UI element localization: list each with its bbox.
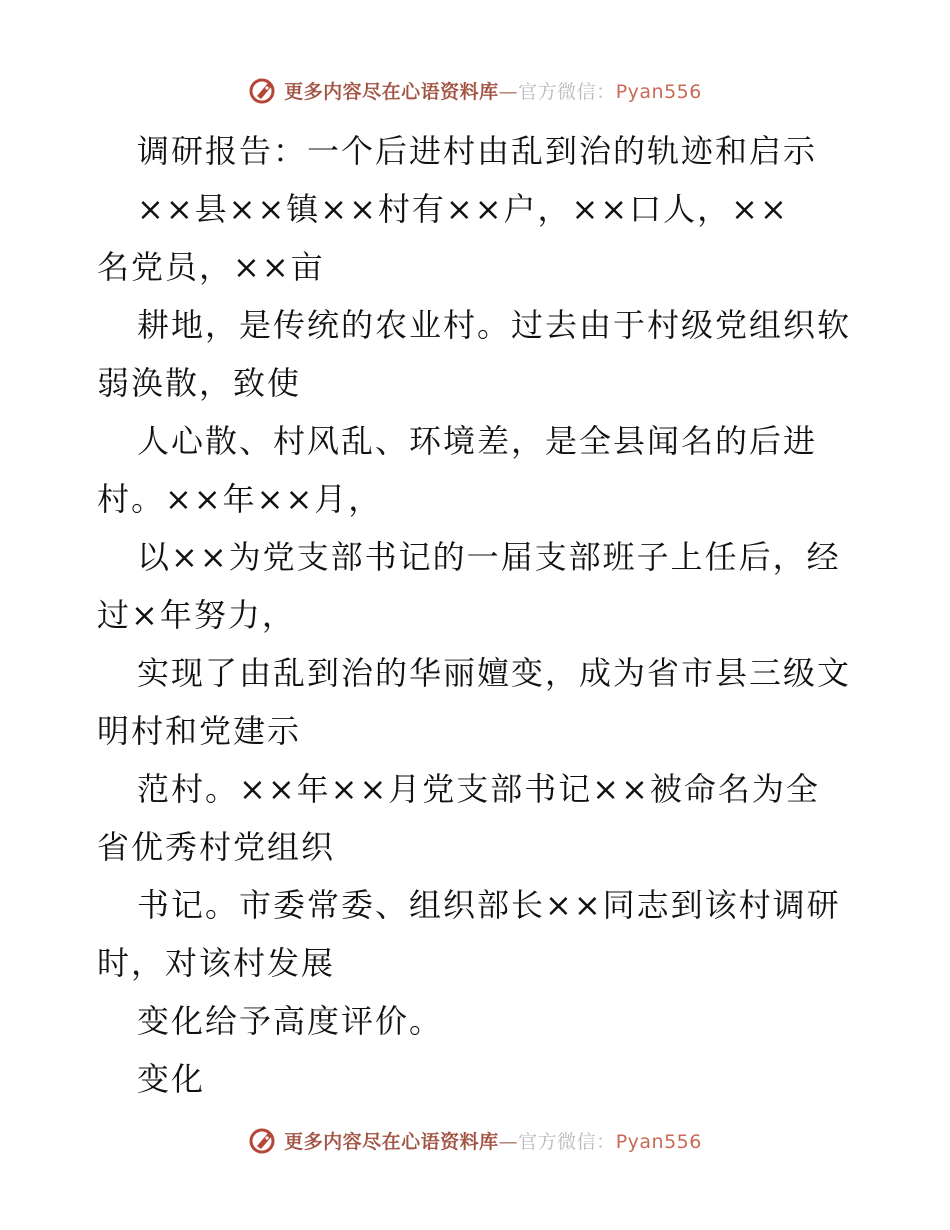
paragraph-line: 省优秀村党组织 — [97, 828, 336, 866]
paragraph-line: 过×年努力， — [97, 596, 296, 634]
document-body — [97, 122, 867, 1108]
banner-wechat-id: Pyan556 — [615, 80, 702, 103]
banner-separator: — — [498, 1130, 519, 1153]
pen-nib-circle-icon — [248, 75, 278, 105]
paragraph-line: 名党员，××亩 — [97, 248, 325, 286]
paragraph-line: 以××为党支部书记的一届支部班子上任后，经 — [137, 538, 841, 576]
paragraph-line: 书记。市委常委、组织部长××同志到该村调研 — [137, 886, 841, 924]
banner-wechat-id: Pyan556 — [615, 1130, 702, 1153]
header-banner — [0, 72, 950, 108]
paragraph-line: 范村。××年××月党支部书记××被命名为全 — [137, 770, 820, 808]
paragraph-line: 弱涣散，致使 — [97, 364, 302, 402]
paragraph-line: 人心散、村风乱、环境差，是全县闻名的后进 — [137, 422, 818, 460]
paragraph-line: 变化 — [137, 1060, 206, 1098]
banner-official-prefix: 官方微信： — [518, 80, 616, 103]
paragraph-line: 实现了由乱到治的华丽嬗变，成为省市县三级文 — [137, 654, 852, 692]
banner-official-prefix: 官方微信： — [518, 1130, 616, 1153]
paragraph-line: 明村和党建示 — [97, 712, 302, 750]
banner-text — [284, 77, 702, 104]
paragraph-line: ××县××镇××村有××户，××口人，×× — [137, 190, 789, 228]
paragraph-line: 变化给予高度评价。 — [137, 1002, 444, 1040]
paragraph-line: 耕地，是传统的农业村。过去由于村级党组织软 — [137, 306, 852, 344]
banner-separator: — — [498, 80, 519, 103]
footer-banner — [0, 1122, 950, 1158]
paragraph-line: 村。××年××月， — [97, 480, 383, 518]
banner-library-text: 更多内容尽在心语资料库 — [284, 1130, 499, 1153]
document-title: 调研报告：一个后进村由乱到治的轨迹和启示 — [137, 132, 818, 170]
paragraph-line: 时，对该村发展 — [97, 944, 336, 982]
banner-text — [284, 1127, 702, 1154]
pen-nib-circle-icon — [248, 1125, 278, 1155]
banner-library-text: 更多内容尽在心语资料库 — [284, 80, 499, 103]
